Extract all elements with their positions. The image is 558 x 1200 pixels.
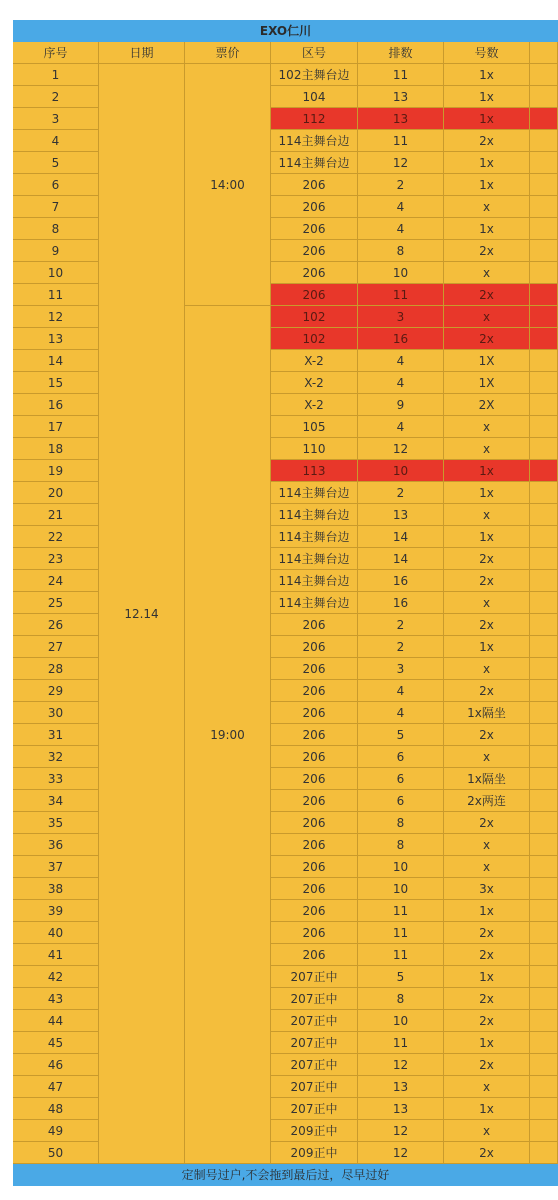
row-zone: 206 [271, 702, 358, 724]
row-row: 11 [358, 130, 444, 152]
row-zone: 206 [271, 240, 358, 262]
row-row: 12 [358, 438, 444, 460]
row-zone: 206 [271, 900, 358, 922]
row-no: 46 [13, 1054, 99, 1076]
header-seat: 号数 [444, 42, 530, 64]
row-extra [530, 1032, 558, 1054]
row-seat: x [444, 438, 530, 460]
row-no: 21 [13, 504, 99, 526]
row-no: 15 [13, 372, 99, 394]
row-extra [530, 724, 558, 746]
row-no: 20 [13, 482, 99, 504]
session-cell-2: 19:00 [185, 306, 271, 1164]
row-seat: 1x [444, 86, 530, 108]
row-row: 16 [358, 328, 444, 350]
row-row: 4 [358, 218, 444, 240]
row-extra [530, 702, 558, 724]
row-extra [530, 1120, 558, 1142]
row-extra [530, 790, 558, 812]
row-no: 10 [13, 262, 99, 284]
row-no: 33 [13, 768, 99, 790]
row-row: 8 [358, 812, 444, 834]
row-row: 13 [358, 1076, 444, 1098]
row-no: 25 [13, 592, 99, 614]
row-row: 8 [358, 240, 444, 262]
row-no: 35 [13, 812, 99, 834]
sheet-title: EXO仁川 [13, 20, 558, 42]
row-row: 12 [358, 1054, 444, 1076]
row-extra [530, 636, 558, 658]
row-seat: 2x两连 [444, 790, 530, 812]
row-seat: 2x [444, 130, 530, 152]
row-row: 5 [358, 724, 444, 746]
row-row: 4 [358, 196, 444, 218]
row-extra [530, 834, 558, 856]
row-no: 45 [13, 1032, 99, 1054]
row-extra [530, 922, 558, 944]
header-price: 票价 [185, 42, 271, 64]
row-extra [530, 372, 558, 394]
row-extra [530, 504, 558, 526]
row-seat: x [444, 504, 530, 526]
row-seat: 2x [444, 944, 530, 966]
row-extra [530, 1010, 558, 1032]
row-seat: x [444, 658, 530, 680]
row-extra [530, 768, 558, 790]
row-row: 13 [358, 108, 444, 130]
row-seat: 2x [444, 1142, 530, 1164]
row-no: 28 [13, 658, 99, 680]
row-row: 2 [358, 174, 444, 196]
row-extra [530, 460, 558, 482]
row-zone: 113 [271, 460, 358, 482]
row-seat: x [444, 1076, 530, 1098]
row-extra [530, 680, 558, 702]
row-seat: x [444, 306, 530, 328]
row-no: 37 [13, 856, 99, 878]
row-row: 2 [358, 636, 444, 658]
row-no: 24 [13, 570, 99, 592]
row-no: 18 [13, 438, 99, 460]
row-no: 27 [13, 636, 99, 658]
row-zone: 207正中 [271, 988, 358, 1010]
row-zone: 207正中 [271, 1010, 358, 1032]
row-seat: x [444, 1120, 530, 1142]
header-date: 日期 [99, 42, 185, 64]
row-extra [530, 966, 558, 988]
row-no: 40 [13, 922, 99, 944]
row-seat: 2X [444, 394, 530, 416]
row-extra [530, 1142, 558, 1164]
row-zone: 112 [271, 108, 358, 130]
date-cell: 12.14 [99, 64, 185, 1164]
row-zone: 207正中 [271, 1054, 358, 1076]
row-no: 30 [13, 702, 99, 724]
row-extra [530, 570, 558, 592]
row-row: 3 [358, 658, 444, 680]
row-no: 38 [13, 878, 99, 900]
row-row: 10 [358, 460, 444, 482]
row-zone: 206 [271, 614, 358, 636]
row-seat: 2x [444, 328, 530, 350]
row-extra [530, 174, 558, 196]
row-row: 2 [358, 482, 444, 504]
row-seat: 2x [444, 1010, 530, 1032]
row-no: 1 [13, 64, 99, 86]
row-extra [530, 108, 558, 130]
row-no: 44 [13, 1010, 99, 1032]
row-no: 8 [13, 218, 99, 240]
row-zone: X-2 [271, 350, 358, 372]
row-no: 4 [13, 130, 99, 152]
row-row: 14 [358, 548, 444, 570]
row-row: 13 [358, 86, 444, 108]
row-row: 16 [358, 592, 444, 614]
row-seat: 1x [444, 900, 530, 922]
row-zone: 206 [271, 174, 358, 196]
row-zone: 206 [271, 922, 358, 944]
row-zone: 114主舞台边 [271, 152, 358, 174]
row-row: 14 [358, 526, 444, 548]
row-zone: 206 [271, 680, 358, 702]
row-extra [530, 196, 558, 218]
row-row: 4 [358, 680, 444, 702]
header-row: 排数 [358, 42, 444, 64]
row-row: 6 [358, 790, 444, 812]
row-seat: x [444, 834, 530, 856]
row-zone: 209正中 [271, 1120, 358, 1142]
row-zone: 105 [271, 416, 358, 438]
row-extra [530, 240, 558, 262]
row-row: 11 [358, 944, 444, 966]
row-extra [530, 548, 558, 570]
row-zone: 102 [271, 306, 358, 328]
row-no: 32 [13, 746, 99, 768]
row-no: 12 [13, 306, 99, 328]
row-extra [530, 658, 558, 680]
row-extra [530, 328, 558, 350]
row-seat: 3x [444, 878, 530, 900]
row-zone: 206 [271, 812, 358, 834]
row-zone: 206 [271, 262, 358, 284]
ticket-sheet [13, 20, 558, 1186]
row-zone: 114主舞台边 [271, 570, 358, 592]
row-zone: X-2 [271, 394, 358, 416]
row-extra [530, 284, 558, 306]
row-seat: 2x [444, 988, 530, 1010]
row-seat: 2x [444, 570, 530, 592]
row-row: 13 [358, 1098, 444, 1120]
row-extra [530, 900, 558, 922]
row-row: 9 [358, 394, 444, 416]
row-zone: 114主舞台边 [271, 526, 358, 548]
row-zone: 110 [271, 438, 358, 460]
row-no: 49 [13, 1120, 99, 1142]
row-seat: x [444, 746, 530, 768]
row-zone: 207正中 [271, 1076, 358, 1098]
row-no: 29 [13, 680, 99, 702]
row-row: 10 [358, 262, 444, 284]
row-row: 11 [358, 284, 444, 306]
row-no: 2 [13, 86, 99, 108]
row-seat: 1x [444, 174, 530, 196]
row-extra [530, 394, 558, 416]
row-extra [530, 262, 558, 284]
row-seat: 1x [444, 108, 530, 130]
row-zone: 206 [271, 196, 358, 218]
row-no: 31 [13, 724, 99, 746]
row-zone: 206 [271, 790, 358, 812]
row-zone: 102 [271, 328, 358, 350]
row-seat: 2x [444, 680, 530, 702]
row-no: 42 [13, 966, 99, 988]
row-zone: 207正中 [271, 966, 358, 988]
row-zone: 207正中 [271, 1098, 358, 1120]
row-seat: 1x [444, 966, 530, 988]
row-zone: 114主舞台边 [271, 548, 358, 570]
row-zone: 206 [271, 746, 358, 768]
row-seat: 1x [444, 526, 530, 548]
row-extra [530, 438, 558, 460]
row-row: 12 [358, 1142, 444, 1164]
row-extra [530, 944, 558, 966]
row-no: 3 [13, 108, 99, 130]
row-extra [530, 350, 558, 372]
row-row: 10 [358, 1010, 444, 1032]
row-no: 39 [13, 900, 99, 922]
row-no: 14 [13, 350, 99, 372]
row-no: 41 [13, 944, 99, 966]
row-row: 11 [358, 900, 444, 922]
row-row: 4 [358, 416, 444, 438]
row-row: 3 [358, 306, 444, 328]
row-row: 10 [358, 856, 444, 878]
row-row: 12 [358, 152, 444, 174]
row-extra [530, 812, 558, 834]
header-zone: 区号 [271, 42, 358, 64]
row-row: 4 [358, 350, 444, 372]
row-no: 11 [13, 284, 99, 306]
row-seat: 1x [444, 460, 530, 482]
row-seat: 1x [444, 218, 530, 240]
row-zone: 209正中 [271, 1142, 358, 1164]
row-row: 11 [358, 922, 444, 944]
sheet-footer: 定制号过户,不会拖到最后过，尽早过好 [13, 1164, 558, 1186]
row-no: 19 [13, 460, 99, 482]
row-row: 8 [358, 834, 444, 856]
row-zone: 206 [271, 878, 358, 900]
header-no: 序号 [13, 42, 99, 64]
row-row: 12 [358, 1120, 444, 1142]
row-seat: 1x [444, 152, 530, 174]
row-no: 7 [13, 196, 99, 218]
row-extra [530, 64, 558, 86]
row-extra [530, 856, 558, 878]
row-seat: 1x [444, 636, 530, 658]
row-seat: 2x [444, 812, 530, 834]
row-row: 5 [358, 966, 444, 988]
row-extra [530, 1076, 558, 1098]
row-zone: 114主舞台边 [271, 504, 358, 526]
row-row: 8 [358, 988, 444, 1010]
row-extra [530, 152, 558, 174]
row-zone: 114主舞台边 [271, 482, 358, 504]
row-seat: 1x [444, 1098, 530, 1120]
row-seat: x [444, 856, 530, 878]
row-extra [530, 86, 558, 108]
row-seat: 2x [444, 1054, 530, 1076]
row-no: 17 [13, 416, 99, 438]
row-seat: 1x隔坐 [444, 702, 530, 724]
row-no: 26 [13, 614, 99, 636]
row-seat: 2x [444, 614, 530, 636]
row-extra [530, 1054, 558, 1076]
session-cell-1: 14:00 [185, 64, 271, 306]
row-seat: 2x [444, 548, 530, 570]
row-no: 6 [13, 174, 99, 196]
row-zone: 206 [271, 834, 358, 856]
row-seat: 1X [444, 350, 530, 372]
row-zone: 114主舞台边 [271, 130, 358, 152]
row-zone: X-2 [271, 372, 358, 394]
row-seat: 2x [444, 724, 530, 746]
row-zone: 206 [271, 724, 358, 746]
row-no: 13 [13, 328, 99, 350]
row-seat: 2x [444, 284, 530, 306]
row-zone: 207正中 [271, 1032, 358, 1054]
row-no: 22 [13, 526, 99, 548]
header-extra [530, 42, 558, 64]
row-no: 48 [13, 1098, 99, 1120]
row-seat: x [444, 592, 530, 614]
row-no: 36 [13, 834, 99, 856]
row-seat: 1x隔坐 [444, 768, 530, 790]
row-no: 47 [13, 1076, 99, 1098]
row-zone: 206 [271, 636, 358, 658]
row-no: 50 [13, 1142, 99, 1164]
row-extra [530, 130, 558, 152]
row-extra [530, 988, 558, 1010]
row-seat: x [444, 416, 530, 438]
row-extra [530, 1098, 558, 1120]
row-zone: 104 [271, 86, 358, 108]
row-no: 5 [13, 152, 99, 174]
row-extra [530, 746, 558, 768]
row-no: 16 [13, 394, 99, 416]
row-zone: 114主舞台边 [271, 592, 358, 614]
row-zone: 102主舞台边 [271, 64, 358, 86]
row-seat: 1x [444, 1032, 530, 1054]
row-row: 16 [358, 570, 444, 592]
row-row: 11 [358, 64, 444, 86]
row-zone: 206 [271, 944, 358, 966]
row-extra [530, 878, 558, 900]
row-row: 4 [358, 372, 444, 394]
row-row: 6 [358, 746, 444, 768]
row-extra [530, 526, 558, 548]
row-no: 23 [13, 548, 99, 570]
row-seat: 1x [444, 482, 530, 504]
row-seat: 2x [444, 922, 530, 944]
row-row: 10 [358, 878, 444, 900]
row-row: 13 [358, 504, 444, 526]
row-extra [530, 614, 558, 636]
row-row: 11 [358, 1032, 444, 1054]
row-extra [530, 218, 558, 240]
row-seat: 2x [444, 240, 530, 262]
row-row: 6 [358, 768, 444, 790]
row-extra [530, 482, 558, 504]
row-zone: 206 [271, 218, 358, 240]
row-seat: x [444, 262, 530, 284]
row-extra [530, 416, 558, 438]
row-extra [530, 592, 558, 614]
row-zone: 206 [271, 658, 358, 680]
row-row: 4 [358, 702, 444, 724]
row-seat: 1x [444, 64, 530, 86]
row-no: 43 [13, 988, 99, 1010]
row-seat: x [444, 196, 530, 218]
row-zone: 206 [271, 768, 358, 790]
row-row: 2 [358, 614, 444, 636]
row-seat: 1X [444, 372, 530, 394]
row-zone: 206 [271, 284, 358, 306]
row-no: 9 [13, 240, 99, 262]
row-extra [530, 306, 558, 328]
row-zone: 206 [271, 856, 358, 878]
row-no: 34 [13, 790, 99, 812]
